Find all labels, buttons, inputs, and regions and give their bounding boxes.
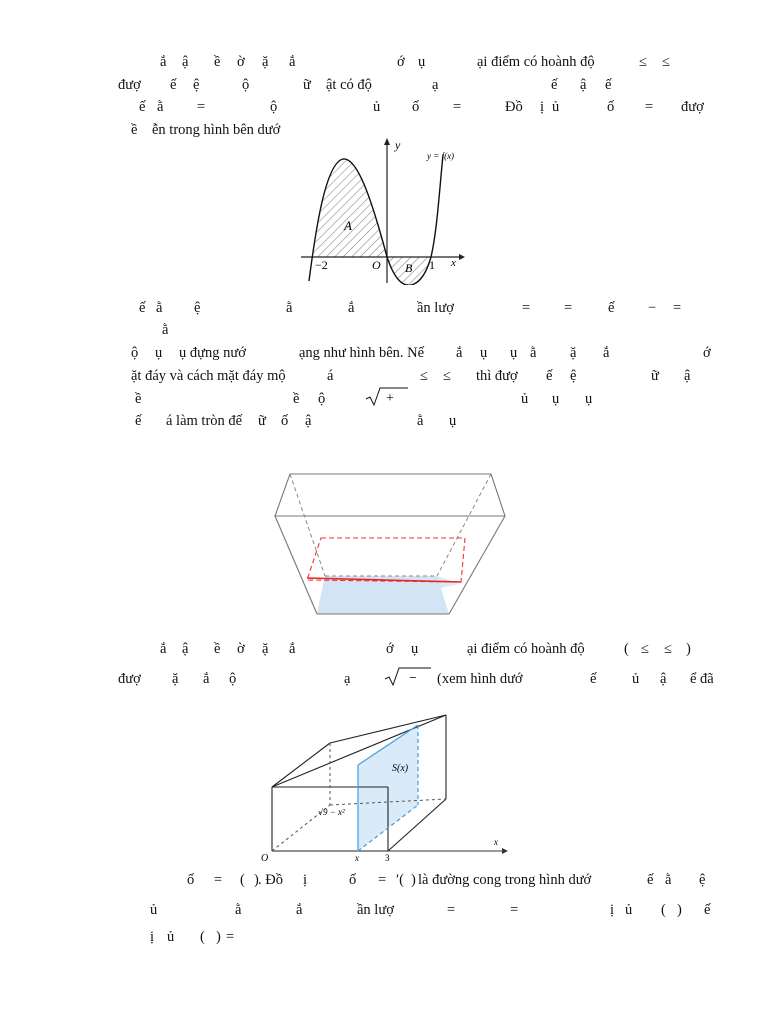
text-fragment: ế: [704, 902, 711, 918]
y-axis-label: y: [395, 138, 401, 152]
text-fragment: ề: [135, 391, 142, 407]
text-fragment: ằ: [235, 902, 242, 918]
text-fragment: ằ: [156, 300, 163, 316]
region-a-label: A: [344, 218, 352, 233]
text-fragment: ′(: [396, 872, 405, 888]
sqrt-label: √9 − x²: [318, 807, 345, 817]
text-fragment: ậ: [182, 54, 189, 70]
text-fragment: ằ: [530, 345, 537, 361]
text-fragment: ờ: [237, 54, 245, 70]
text-fragment: là đường cong trong hình dướ: [418, 872, 592, 888]
text-fragment: ): [411, 872, 416, 888]
x-mark: x: [355, 853, 359, 863]
text-fragment: ậ: [182, 641, 189, 657]
text-fragment: ộ: [242, 77, 250, 93]
text-fragment: ằ: [162, 322, 169, 338]
text-fragment: ữ: [303, 77, 311, 93]
text-fragment: ủ: [150, 902, 158, 918]
container-figure: [255, 448, 525, 628]
text-fragment: ộ: [270, 99, 278, 115]
text-fragment: ế: [139, 99, 146, 115]
text-fragment: ế: [170, 77, 177, 93]
svg-text:+: +: [386, 391, 394, 406]
text-fragment: ế: [551, 77, 558, 93]
three-mark: 3: [385, 853, 390, 863]
text-fragment: ế: [647, 872, 654, 888]
text-fragment: ặ: [172, 671, 179, 687]
text-fragment: ắ: [603, 345, 610, 361]
text-fragment: ộ: [229, 671, 237, 687]
text-fragment: ớ: [386, 641, 394, 657]
text-fragment: (: [661, 902, 666, 918]
curve-label: y = f(x): [427, 151, 455, 161]
text-fragment: ậ: [305, 413, 312, 429]
text-fragment: ần lượ: [417, 300, 454, 316]
text-fragment: ủ: [373, 99, 381, 115]
text-fragment: ữ: [258, 413, 266, 429]
text-fragment: á: [327, 368, 334, 384]
text-fragment: ần lượ: [357, 902, 394, 918]
text-fragment: ắ: [203, 671, 210, 687]
text-fragment: ố: [412, 99, 420, 115]
text-fragment: ạ: [344, 671, 351, 687]
text-fragment: ề: [214, 641, 221, 657]
text-fragment: ậ: [580, 77, 587, 93]
text-fragment: ậ: [684, 368, 691, 384]
text-fragment: ằ: [665, 872, 672, 888]
text-fragment: ại điểm có hoành độ: [477, 54, 595, 70]
text-fragment: đượ: [118, 77, 141, 93]
text-fragment: ộ: [318, 391, 326, 407]
text-fragment: (xem hình dướ: [437, 671, 523, 687]
solid-figure: [258, 705, 518, 865]
text-fragment: ế: [590, 671, 597, 687]
sqrt-minus-symbol: [383, 666, 433, 688]
text-fragment: ờ: [237, 641, 245, 657]
text-fragment: ố: [281, 413, 289, 429]
text-fragment: ại điểm có hoành độ: [467, 641, 585, 657]
text-fragment: =: [214, 872, 223, 888]
text-fragment: ố: [607, 99, 615, 115]
text-fragment: . Đồ: [258, 872, 283, 888]
text-fragment: ạ: [432, 77, 439, 93]
region-a-hatch: [313, 159, 387, 257]
text-fragment: ị: [610, 902, 615, 918]
text-fragment: ể đã: [690, 671, 714, 687]
region-b-label: B: [405, 261, 413, 275]
text-fragment: ụ: [155, 345, 163, 361]
origin-label: O: [261, 853, 269, 864]
text-fragment: ụ: [418, 54, 426, 70]
text-fragment: ắ: [296, 902, 303, 918]
text-fragment: ắ: [289, 641, 296, 657]
text-fragment: =: [645, 99, 654, 115]
text-fragment: ế: [605, 77, 612, 93]
svg-text:−: −: [409, 671, 417, 686]
tick-minus-2: −2: [315, 258, 328, 272]
text-fragment: =: [510, 902, 519, 918]
text-fragment: ề: [131, 122, 138, 138]
text-fragment: (: [240, 872, 245, 888]
text-fragment: ủ: [552, 99, 560, 115]
text-fragment: ≤: [662, 54, 670, 70]
text-fragment: ): [216, 929, 221, 945]
text-fragment: =: [673, 300, 682, 316]
text-fragment: ≤: [420, 368, 428, 384]
text-fragment: ữ: [651, 368, 659, 384]
text-fragment: ắ: [456, 345, 463, 361]
text-fragment: ệ: [194, 300, 201, 316]
text-fragment: ắ: [160, 641, 167, 657]
text-fragment: ≤: [639, 54, 647, 70]
text-fragment: ề: [214, 54, 221, 70]
text-fragment: ủ: [625, 902, 633, 918]
text-fragment: thì đượ: [476, 368, 518, 384]
text-fragment: ế: [139, 300, 146, 316]
text-fragment: ệ: [699, 872, 706, 888]
text-fragment: ố: [349, 872, 357, 888]
sqrt-plus-symbol: [364, 386, 410, 408]
text-fragment: =: [564, 300, 573, 316]
text-fragment: =: [522, 300, 531, 316]
text-fragment: ạng như hình bên. Nế: [299, 345, 425, 361]
text-fragment: ớ: [703, 345, 711, 361]
text-fragment: ệ: [193, 77, 200, 93]
text-fragment: ặ: [262, 641, 269, 657]
text-fragment: ≤: [664, 641, 672, 657]
text-fragment: −: [648, 300, 657, 316]
text-fragment: ≤: [641, 641, 649, 657]
text-fragment: ặ: [262, 54, 269, 70]
text-fragment: Đồ: [505, 99, 523, 115]
text-fragment: ố: [187, 872, 195, 888]
text-fragment: ụ: [585, 391, 593, 407]
text-fragment: ậ: [660, 671, 667, 687]
text-fragment: ụ: [510, 345, 518, 361]
text-fragment: ị: [303, 872, 308, 888]
text-fragment: =: [197, 99, 206, 115]
text-fragment: ụ: [449, 413, 457, 429]
text-fragment: á làm tròn đế: [166, 413, 243, 429]
text-fragment: (: [200, 929, 205, 945]
text-fragment: ật có độ: [326, 77, 372, 93]
text-fragment: ễn trong hình bên dướ: [152, 122, 281, 138]
text-fragment: ụ đựng nướ: [179, 345, 246, 361]
text-fragment: =: [226, 929, 235, 945]
text-fragment: ằ: [417, 413, 424, 429]
text-fragment: ủ: [521, 391, 529, 407]
text-fragment: (: [624, 641, 629, 657]
text-fragment: ): [254, 872, 259, 888]
text-fragment: đượ: [118, 671, 141, 687]
text-fragment: ): [677, 902, 682, 918]
axis-label: x: [494, 837, 498, 847]
text-fragment: ệ: [570, 368, 577, 384]
text-fragment: ắ: [289, 54, 296, 70]
text-fragment: ế: [608, 300, 615, 316]
tick-1: 1: [429, 258, 435, 272]
text-fragment: ủ: [632, 671, 640, 687]
text-fragment: =: [378, 872, 387, 888]
text-fragment: ộ: [131, 345, 139, 361]
text-fragment: =: [447, 902, 456, 918]
text-fragment: =: [453, 99, 462, 115]
text-fragment: ụ: [411, 641, 419, 657]
text-fragment: ế: [135, 413, 142, 429]
text-fragment: ≤: [443, 368, 451, 384]
text-fragment: ặt đáy và cách mặt đáy mộ: [131, 368, 286, 384]
text-fragment: ị: [540, 99, 545, 115]
text-fragment: ặ: [570, 345, 577, 361]
text-fragment: ằ: [157, 99, 164, 115]
text-fragment: ế: [546, 368, 553, 384]
sx-label: S(x): [392, 763, 409, 774]
text-fragment: ): [686, 641, 691, 657]
function-graph-figure: [295, 135, 475, 285]
text-fragment: ề: [293, 391, 300, 407]
text-fragment: ằ: [286, 300, 293, 316]
text-fragment: ớ: [397, 54, 405, 70]
x-axis-label: x: [451, 257, 456, 269]
text-fragment: ụ: [480, 345, 488, 361]
text-fragment: đượ: [681, 99, 704, 115]
text-fragment: ụ: [552, 391, 560, 407]
text-fragment: ủ: [167, 929, 175, 945]
text-fragment: ắ: [160, 54, 167, 70]
text-fragment: ị: [150, 929, 155, 945]
text-fragment: ắ: [348, 300, 355, 316]
origin-label: O: [372, 258, 381, 272]
